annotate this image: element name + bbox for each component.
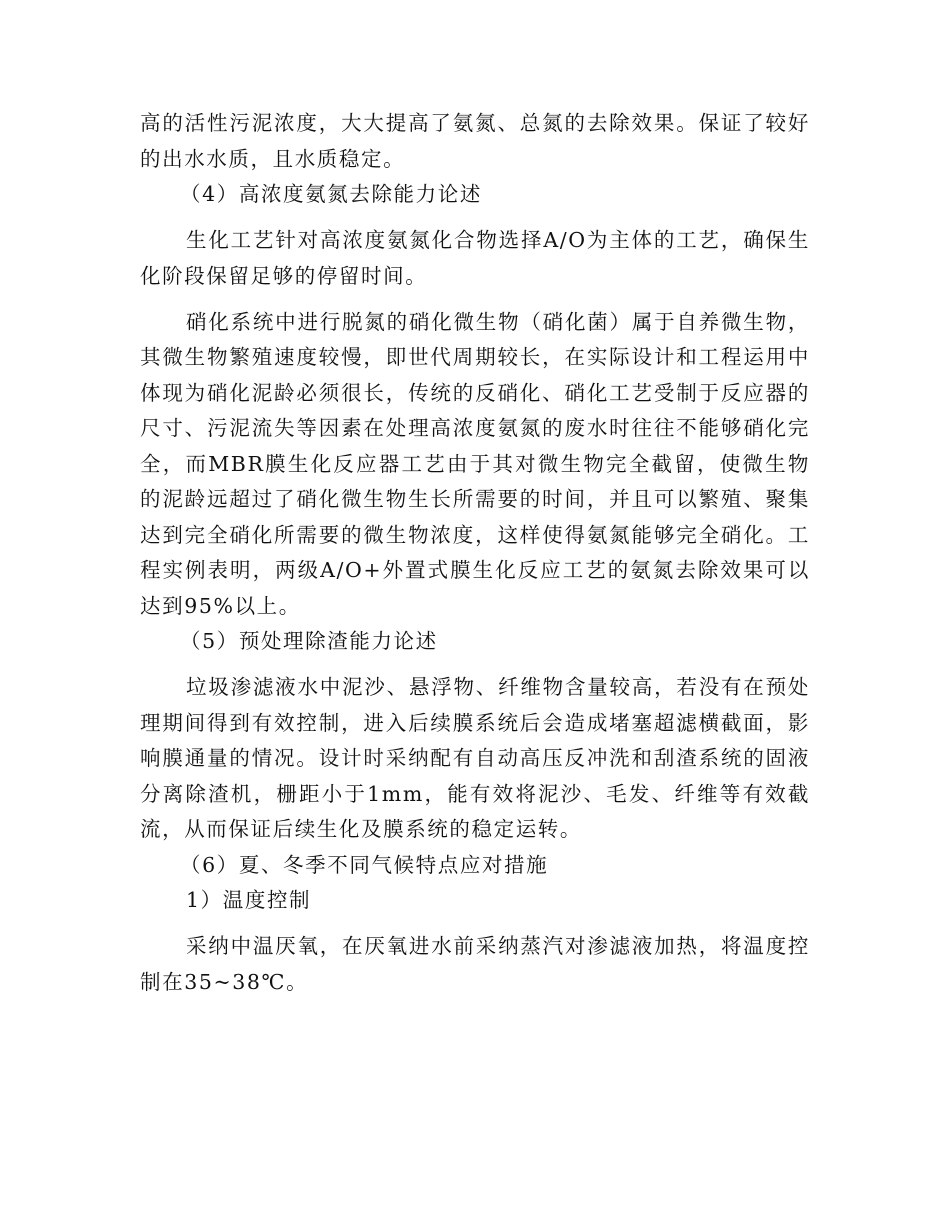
paragraph-ao-process: 生化工艺针对高浓度氨氮化合物选择A/O为主体的工艺，确保生化阶段保留足够的停留时间。 xyxy=(140,228,810,288)
paragraph-continuation: 高的活性污泥浓度，大大提高了氨氮、总氮的去除效果。保证了较好的出水水质，且水质稳定。 xyxy=(140,111,810,171)
paragraph-nitrification: 硝化系统中进行脱氮的硝化微生物（硝化菌）属于自养微生物，其微生物繁殖速度较慢，即世代周期较长，在实际设计和工程运用中体现为硝化泥龄必须很长，传统的反硝化、硝化工艺受制于反应器的尺寸、污泥流失等因素在处理高浓度氨氮的废水时往往不能够硝化完全，而MBR膜生化反应器工艺由于其对微生物完全截留，使微生物的泥龄远超过了硝化微生物生长所需要的时间，并且可以繁殖、聚集达到完全硝化所需要的微生物浓度，这样使得氨氮能够完全硝化。工程实例表明，两级A/O+外置式膜生化反应工艺的氨氮去除效果可以达到95%以上。 xyxy=(140,309,810,618)
paragraph-pretreatment: 垃圾渗滤液水中泥沙、悬浮物、纤维物含量较高，若没有在预处理期间得到有效控制，进入后续膜系统后会造成堵塞超滤横截面，影响膜通量的情况。设计时采纳配有自动高压反冲洗和刮渣系统的固液分离除渣机，栅距小于1mm，能有效将泥沙、毛发、纤维等有效截流，从而保证后续生化及膜系统的稳定运转。 xyxy=(140,675,810,841)
document-page xyxy=(140,106,810,1000)
paragraph-temperature-control: 采纳中温厌氧，在厌氧进水前采纳蒸汽对渗滤液加热，将温度控制在35~38℃。 xyxy=(140,934,810,994)
section-heading-6: （6）夏、冬季不同气候特点应对措施 xyxy=(180,852,549,877)
section-heading-5: （5）预处理除渣能力论述 xyxy=(180,629,438,653)
section-heading-4: （4）高浓度氨氮去除能力论述 xyxy=(180,182,482,206)
subsection-heading-temperature: 1）温度控制 xyxy=(186,888,312,912)
